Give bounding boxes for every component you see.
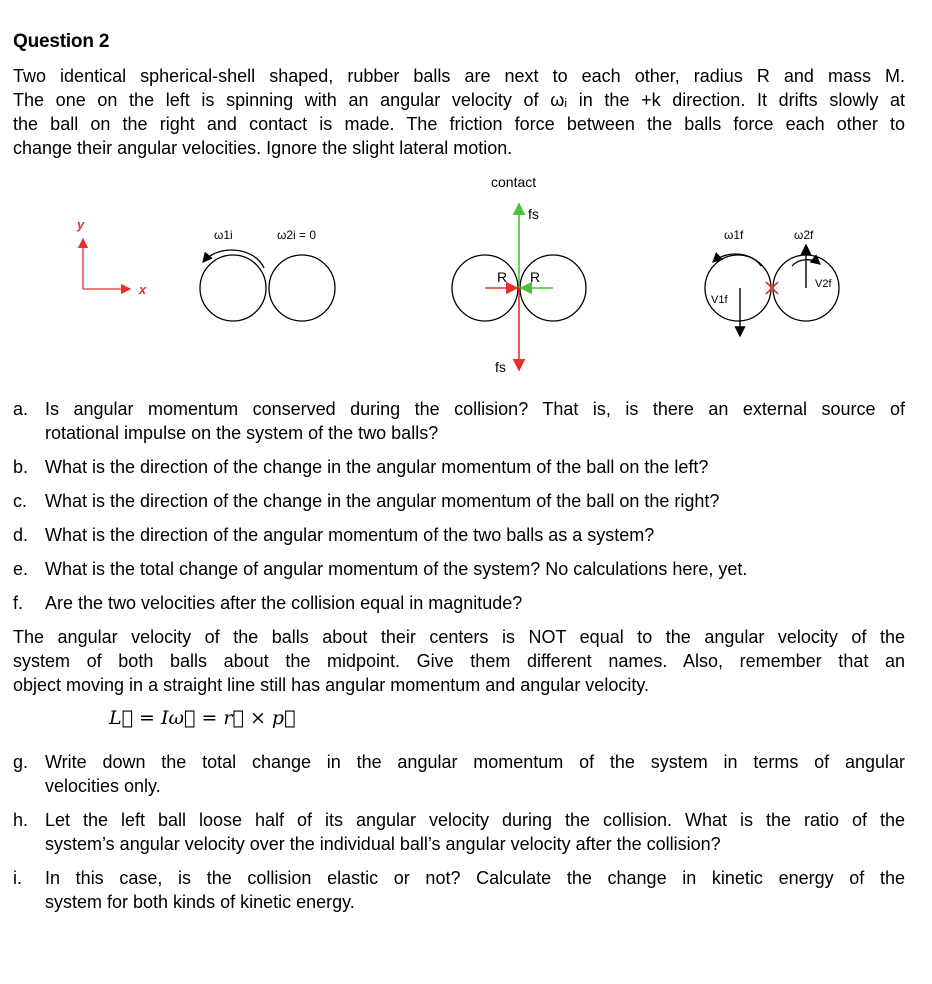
question-label: d. <box>13 525 29 545</box>
question-text-line: What is the total change of angular momentum of the system? No calculations here, yet. <box>45 559 748 579</box>
question-text-line: What is the direction of the angular momentum of the two balls as a system? <box>45 525 655 545</box>
angular-momentum-formula: L⃗ = Iω⃗ = r⃗ × p⃗ <box>109 707 296 729</box>
contact-x-icon <box>766 282 778 294</box>
intro-line: the ball on the right and contact is made. The friction force between the balls force each other to <box>13 114 905 134</box>
question-g <box>13 750 905 798</box>
question-text-line: In this case, is the collision elastic or not? Calculate the change in kinetic energy of the <box>45 868 905 888</box>
omega-2i-label: ω2i = 0 <box>277 228 317 242</box>
intro-line: change their angular velocities. Ignore the slight lateral motion. <box>13 138 513 158</box>
question-text-line: velocities only. <box>45 776 161 796</box>
question-text-line: Are the two velocities after the collision equal in magnitude? <box>45 593 523 613</box>
scene-after <box>705 228 839 336</box>
question-text-line: Is angular momentum conserved during the collision? That is, is there an external source of <box>45 399 905 419</box>
question-text-line: What is the direction of the change in the angular momentum of the ball on the right? <box>45 491 720 511</box>
scene-contact <box>452 174 586 375</box>
scene-before <box>200 228 335 321</box>
right-ball <box>269 255 335 321</box>
question-label: a. <box>13 399 29 419</box>
question-label: h. <box>13 810 29 830</box>
rotation-arrow-icon <box>203 250 264 268</box>
note-line: object moving in a straight line still has angular momentum and angular velocity. <box>13 675 649 695</box>
collision-diagram <box>0 168 932 383</box>
question-text-line: rotational impulse on the system of the two balls? <box>45 423 439 443</box>
note-paragraph <box>13 625 905 697</box>
question-text-line: Let the left ball loose half of its angular velocity during the collision. What is the ratio of the <box>45 810 905 830</box>
omega-1i-label: ω1i <box>214 228 233 242</box>
question-title: Question 2 <box>13 31 110 52</box>
intro-line: Two identical spherical-shell shaped, rubber balls are next to each other, radius R and mass M. <box>13 66 905 86</box>
v1f-label: V1f <box>711 294 728 306</box>
question-h <box>13 808 905 856</box>
omega-1f-label: ω1f <box>724 228 744 242</box>
question-i <box>13 866 905 914</box>
v2f-label: V2f <box>815 278 832 290</box>
axis-y-label: y <box>77 217 85 232</box>
r-left-label: R <box>497 269 508 285</box>
fs-top-label: fs <box>528 206 539 222</box>
question-b <box>13 455 905 479</box>
note-line: system of both balls about the midpoint. Give them different names. Also, remember that an <box>13 651 905 671</box>
question-text-line: What is the direction of the change in the angular momentum of the ball on the left? <box>45 457 709 477</box>
axis-x-label: x <box>139 282 147 297</box>
question-text-line: Write down the total change in the angular momentum of the system in terms of angular <box>45 752 905 772</box>
question-c <box>13 489 905 513</box>
question-a <box>13 397 905 445</box>
fs-bottom-label: fs <box>495 359 506 375</box>
omega-2f-label: ω2f <box>794 228 814 242</box>
question-label: f. <box>13 593 24 613</box>
r-right-label: R <box>530 269 541 285</box>
question-label: i. <box>13 868 22 888</box>
question-label: e. <box>13 559 29 579</box>
note-line: The angular velocity of the balls about their centers is NOT equal to the angular velocity of the <box>13 627 905 647</box>
contact-label: contact <box>491 174 537 190</box>
question-label: c. <box>13 491 28 511</box>
left-ball <box>200 255 266 321</box>
intro-line: The one on the left is spinning with an angular velocity of ωᵢ in the +k direction. It drifts slowly at <box>13 90 905 110</box>
axes-indicator <box>76 217 147 297</box>
question-f <box>13 591 905 615</box>
question-e <box>13 557 905 581</box>
question-label: b. <box>13 457 29 477</box>
intro-paragraph <box>13 64 905 160</box>
question-text-line: system’s angular velocity over the individual ball’s angular velocity after the collision? <box>45 834 721 854</box>
question-d <box>13 523 905 547</box>
left-ball-after <box>705 255 771 321</box>
question-label: g. <box>13 752 29 772</box>
question-text-line: system for both kinds of kinetic energy. <box>45 892 355 912</box>
